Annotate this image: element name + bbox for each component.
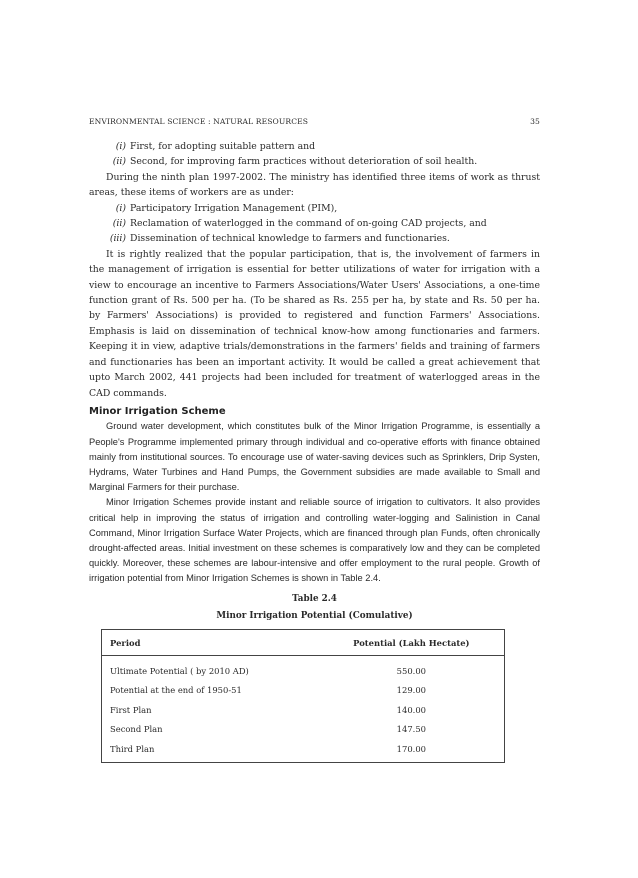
paragraph-popular-participation: It is rightly realized that the popular participation, that is, the involvement of farmers in the management of irrigation is essential for better utilizations of water for irrigation with a view to encourage an incentive to Farmers Associations/Water Users' Associations, a one-time function grant of Rs. 500 per ha. (To be shared as Rs. 255 per ha, by state and Rs. 50 per ha. by Farmers' Associations) is provided to registered and function Farmers' Associations. Emphasis is laid on dissemination of technical know-how among functionaries and farmers. Keeping it in view, adaptive trials/demonstrations in the farmers' fields and training of farmers and functionaries has been an important activity. It would be called a great achievement that upto March 2002, 441 projects had been included for treatment of waterlogged areas in the CAD commands. (89, 248, 540, 399)
table-row (102, 681, 505, 700)
column-header-period: Period (102, 629, 319, 655)
table-cell-potential: 170.00 (396, 743, 426, 754)
page-number: 35 (530, 117, 540, 126)
list-item-text: Reclamation of waterlogged in the command of on-going CAD projects, and (130, 218, 487, 230)
list-item (89, 201, 540, 216)
paragraph-ninth-plan: During the ninth plan 1997-2002. The ministry has identified three items of work as thrust areas, these items of workers are as under: (89, 171, 540, 199)
list-item-number: (iii) (109, 233, 126, 245)
table-cell-potential: 140.00 (396, 704, 426, 715)
table-row (102, 720, 505, 739)
table-cell-period: Second Plan (110, 724, 163, 735)
irrigation-potential-table (101, 629, 505, 763)
running-header (89, 117, 540, 129)
list-item-number: (ii) (112, 156, 126, 168)
table-row (102, 740, 505, 763)
page-body (89, 139, 540, 763)
table-title: Minor Irrigation Potential (Comulative) (216, 610, 413, 621)
table-cell-period: First Plan (110, 704, 152, 715)
list-item (89, 216, 540, 231)
column-header-potential: Potential (Lakh Hectate) (319, 629, 505, 655)
table-cell-potential: 550.00 (396, 665, 426, 676)
table-label: Table 2.4 (292, 593, 337, 604)
table-row (102, 655, 505, 681)
table-cell-period: Ultimate Potential ( by 2010 AD) (110, 665, 249, 676)
list-item-text: Second, for improving farm practices without deterioration of soil health. (130, 156, 478, 168)
list-item (89, 231, 540, 246)
section-heading: Minor Irrigation Scheme (89, 405, 226, 417)
table-header-row (102, 629, 505, 655)
table-cell-period: Third Plan (110, 743, 155, 754)
paragraph-minor-irrigation: Minor Irrigation Schemes provide instant and reliable source of irrigation to cultivators. It also provides critical help in improving the status of irrigation and controlling water-logging and Salinistion in Canal Command, Minor Irrigation Surface Water Projects, which are financed through plan Funds, often chronically drought-affected areas. Initial investment on these schemes is comparatively low and they can be completed quickly. Moreover, these schemes are labour-intensive and offer employment to the rural people. Growth of irrigation potential from Minor Irrigation Schemes is shown in Table 2.4. (89, 497, 540, 584)
paragraph-ground-water: Ground water development, which constitutes bulk of the Minor Irrigation Programme, is essentially a People's Programme implemented primary through individual and co-operative efforts with finance obtained mainly from institutional sources. To encourage use of water-saving devices such as Sprinklers, Drip Systen, Hydrams, Water Turbines and Hand Pumps, the Government subsidies are made available to Small and Marginal Farmers for their purchase. (89, 421, 540, 493)
list-item-text: Participatory Irrigation Management (PIM), (130, 202, 338, 214)
list-item-text: First, for adopting suitable pattern and (130, 141, 316, 152)
list-item-number: (i) (115, 202, 126, 214)
list-item (89, 139, 540, 154)
list-item-text: Dissemination of technical knowledge to farmers and functionaries. (130, 233, 450, 245)
table-cell-period: Potential at the end of 1950-51 (110, 685, 242, 696)
header-title: ENVIRONMENTAL SCIENCE : NATURAL RESOURCES (89, 117, 309, 126)
list-item (89, 154, 540, 169)
table-cell-potential: 147.50 (396, 724, 426, 735)
list-item-number: (i) (115, 141, 126, 152)
list-item-number: (ii) (112, 218, 126, 230)
table-row (102, 701, 505, 720)
table-cell-potential: 129.00 (396, 685, 426, 696)
